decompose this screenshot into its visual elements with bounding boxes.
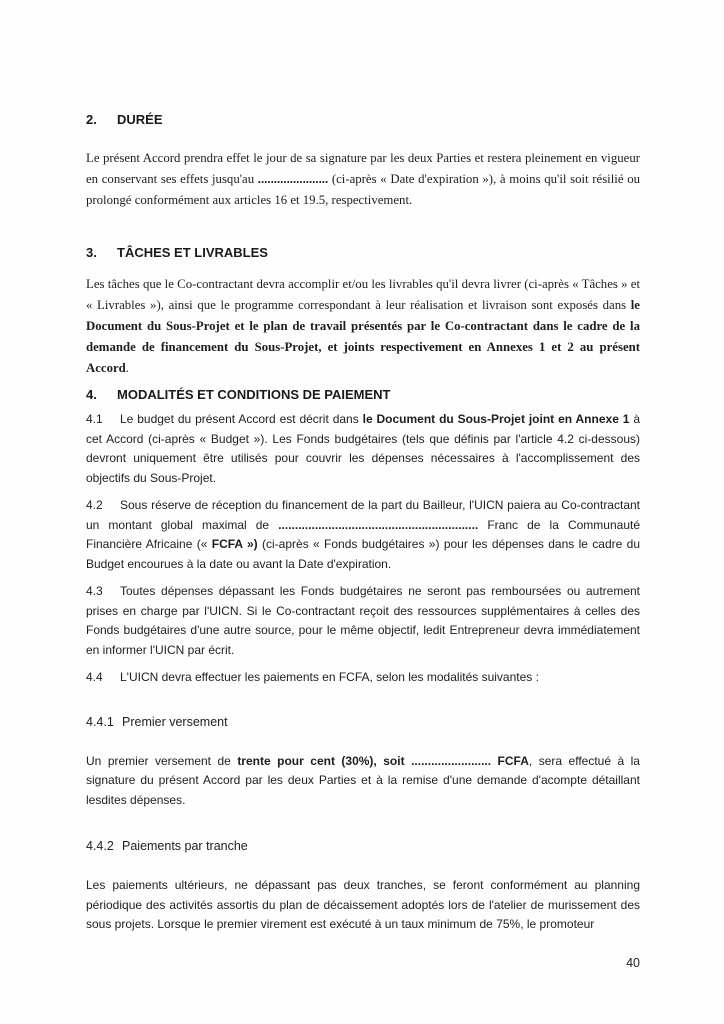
paragraph-paiements-par-tranche: Les paiements ultérieurs, ne dépassant pas deux tranches, se feront conformément au planning périodique des activités assortis du plan de décaissement adoptés lors de l'atelier de murissement des sous projets. Lorsque le premier virement est exécuté à un taux minimum de 75%, le promoteur: [86, 878, 640, 931]
subsection-heading-paiements-par-tranche: [86, 838, 640, 855]
paragraph-duree: Le présent Accord prendra effet le jour de sa signature par les deux Parties et restera pleinement en vigueur en conservant ses effets jusqu'au ...................... (ci-après « Date d'expiration »), à moins qu'il soit résilié ou prolongé conformément aux articles 16 et 19.5, respectivement.: [86, 151, 640, 207]
clause-number-4-1: 4.1: [86, 412, 103, 426]
subsection-number-4-4-1: 4.4.1: [86, 714, 114, 729]
section-title-taches: TÂCHES ET LIVRABLES: [117, 245, 268, 260]
subsection-heading-premier-versement: [86, 714, 640, 731]
section-number-3: 3.: [86, 245, 97, 260]
clause-number-4-4: 4.4: [86, 670, 103, 684]
paragraph-clause-4-3: [86, 582, 640, 660]
paragraph-clause-4-4: [86, 668, 640, 688]
paragraph-clause-4-1: [86, 410, 640, 488]
paragraph-taches: Les tâches que le Co-contractant devra accomplir et/ou les livrables qu'il devra livrer (ci-après « Tâches » et « Livrables »), ainsi que le programme correspondant à leur réalisation et livraison sont exposés dans le Document du Sous-Projet et le plan de travail présentés par le Co-contractant dans le cadre de la demande de financement du Sous-Projet, et joints respectivement en Annexes 1 et 2 au présent Accord.: [86, 277, 640, 375]
page-number: 40: [626, 956, 640, 970]
section-heading-taches: [86, 245, 640, 261]
clause-number-4-3: 4.3: [86, 584, 103, 598]
clause-number-4-2: 4.2: [86, 498, 103, 512]
clause-text-4-3: Toutes dépenses dépassant les Fonds budgétaires ne seront pas remboursées ou autrement prises en charge par l'UICN. Si le Co-contractant reçoit des ressources supplémentaires à celles des Fonds budgétaires d'une autre source, pour le même objectif, ledit Entrepreneur devra immédiatement en informer l'UICN par écrit.: [86, 584, 640, 657]
clause-text-4-2: Sous réserve de réception du financement de la part du Bailleur, l'UICN paiera au Co-contractant un montant global maximal de ............................................................ Franc de la Communauté Financière Africaine (« FCFA ») (ci-après « Fonds budgétaires ») pour les dépenses dans le cadre du Budget encourues à la date ou avant la Date d'expiration.: [86, 498, 641, 571]
clause-text-4-4: L'UICN devra effectuer les paiements en FCFA, selon les modalités suivantes :: [120, 670, 539, 684]
section-heading-modalites: [86, 387, 640, 403]
paragraph-premier-versement: Un premier versement de trente pour cent (30%), soit ........................ FCFA, sera effectué à la signature du présent Accord par les deux Parties et à la remise d'une demande d'acompte détaillant lesdites dépenses.: [86, 753, 640, 807]
section-heading-duree: [86, 112, 640, 128]
paragraph-clause-4-2: [86, 496, 640, 574]
page-content: [86, 112, 640, 935]
section-number-2: 2.: [86, 112, 97, 127]
subsection-number-4-4-2: 4.4.2: [86, 839, 114, 853]
section-title-modalites: MODALITÉS ET CONDITIONS DE PAIEMENT: [117, 387, 391, 402]
section-number-4: 4.: [86, 387, 97, 402]
subsection-title-paiements-par-tranche: Paiements par tranche: [122, 839, 248, 853]
subsection-title-premier-versement: Premier versement: [122, 714, 228, 729]
section-title-duree: DURÉE: [117, 112, 163, 127]
clause-text-4-1: Le budget du présent Accord est décrit dans le Document du Sous-Projet joint en Annexe 1 à cet Accord (ci-après « Budget »). Les Fonds budgétaires (tels que définis par l'article 4.2 ci-dessous) devront uniquement être utilisés pour couvrir les dépenses nécessaires à l'accomplissement des objectifs du Sous-Projet.: [86, 412, 641, 485]
